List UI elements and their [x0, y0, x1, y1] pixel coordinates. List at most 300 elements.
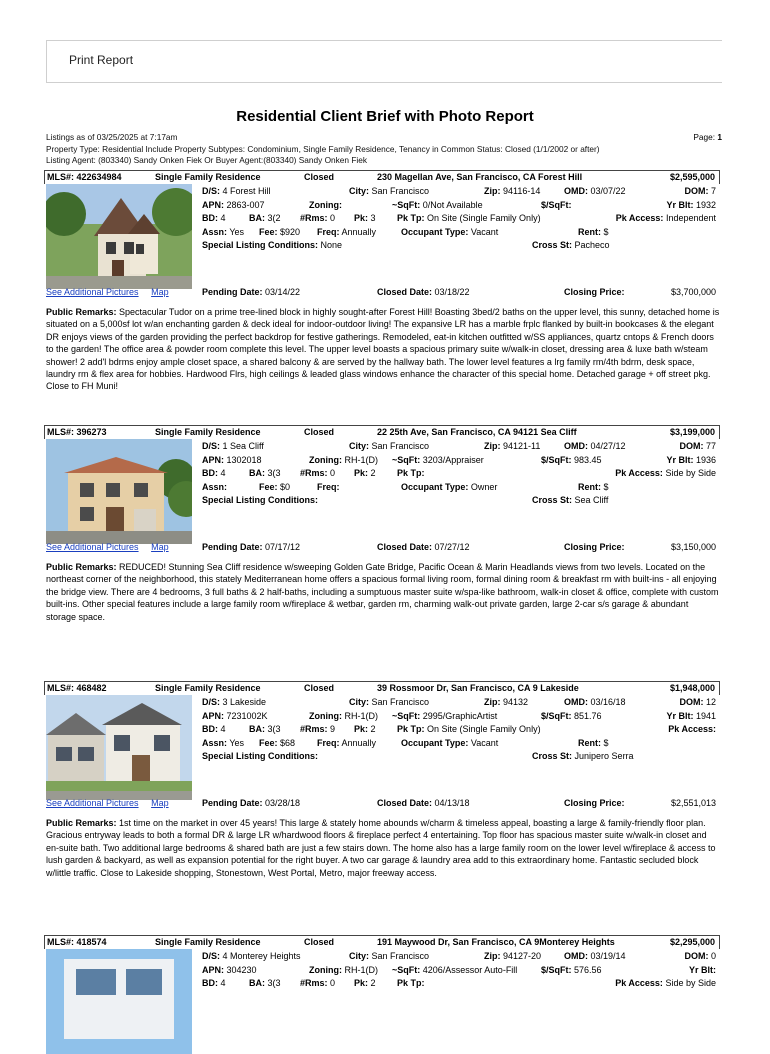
rent	[578, 482, 609, 492]
occupant-type	[401, 227, 498, 237]
report-title: Residential Client Brief with Photo Report	[236, 108, 534, 125]
fee-frequency-value: Annually	[341, 737, 377, 748]
bathrooms	[249, 978, 281, 988]
special-conditions-label: Special Listing Conditions:	[202, 240, 319, 250]
closed-date-value: 03/18/22	[434, 287, 470, 297]
parking-type-label: Pk Tp:	[397, 978, 425, 988]
cross-street-value: Sea Cliff	[574, 495, 609, 505]
listing-links	[46, 287, 169, 297]
listing-card	[44, 935, 720, 988]
zip-value: 94132	[503, 697, 529, 707]
price-per-sqft-value: 983.45	[574, 454, 602, 465]
price-per-sqft	[541, 455, 602, 465]
listing-status: Closed	[304, 172, 335, 182]
listing-photo-modern	[46, 949, 192, 1054]
pending-date-value: 03/28/18	[265, 798, 301, 808]
apn	[202, 965, 257, 975]
association-label: Assn:	[202, 481, 228, 492]
parking-label: Pk:	[354, 978, 369, 988]
year-built-value: 1936	[695, 454, 716, 465]
closed-date-value: 04/13/18	[434, 798, 470, 808]
bedrooms	[202, 978, 226, 988]
year-built-value: 1932	[695, 199, 716, 210]
sqft	[392, 200, 483, 210]
sqft	[392, 711, 497, 721]
apn-label: APN:	[202, 199, 224, 210]
zip	[484, 697, 528, 707]
apn	[202, 200, 265, 210]
see-additional-pictures-link[interactable]: See Additional Pictures	[46, 287, 139, 297]
occupant-type-value: Vacant	[470, 737, 499, 748]
listing-photo[interactable]	[46, 184, 192, 289]
fee-frequency-label: Freq:	[317, 226, 340, 237]
closing-price-label: Closing Price:	[564, 542, 625, 552]
apn	[202, 455, 262, 465]
dom	[684, 951, 716, 961]
rooms	[300, 213, 335, 223]
fee-frequency	[317, 738, 376, 748]
dom	[679, 441, 716, 451]
sqft-value: 2995/GraphicArtist	[422, 710, 498, 721]
bedrooms-label: BD:	[202, 213, 218, 223]
parking-access-label: Pk Access:	[615, 213, 664, 223]
fee-frequency-label: Freq:	[317, 481, 340, 492]
city	[349, 697, 429, 707]
fee-frequency-label: Freq:	[317, 737, 340, 748]
apn-label: APN:	[202, 710, 224, 721]
zip-label: Zip:	[484, 697, 501, 707]
closing-price	[564, 542, 625, 552]
zoning	[309, 455, 378, 465]
parking-access-label: Pk Access:	[615, 468, 663, 478]
parking	[354, 724, 376, 734]
hoa-fee-label: Fee:	[259, 226, 278, 237]
property-type: Single Family Residence	[155, 683, 261, 693]
district	[202, 951, 301, 961]
zip-value: 94127-20	[503, 951, 542, 961]
occupant-type-value: Owner	[470, 481, 498, 492]
association-value: Yes	[229, 737, 245, 748]
rooms-label: #Rms:	[300, 468, 328, 478]
district-label: D/S:	[202, 697, 220, 707]
special-conditions	[202, 495, 318, 505]
listings-as-of: Listings as of 03/25/2025 at 7:17am	[46, 132, 178, 142]
dom-value: 77	[705, 441, 716, 451]
district	[202, 697, 266, 707]
listing-status: Closed	[304, 937, 335, 947]
cross-street-value: Pacheco	[574, 240, 610, 250]
occupant-type	[401, 482, 497, 492]
cross-street-label: Cross St:	[532, 240, 573, 250]
parking-value: 3	[370, 213, 376, 223]
parking-type	[397, 724, 541, 734]
rooms	[300, 468, 335, 478]
sqft	[392, 965, 517, 975]
parking	[354, 468, 376, 478]
bathrooms-label: BA:	[249, 978, 265, 988]
parking-value: 2	[370, 978, 376, 988]
occupant-type-label: Occupant Type:	[401, 737, 469, 748]
mls-number: MLS#: 422634984	[47, 172, 122, 182]
hoa-fee-label: Fee:	[259, 737, 278, 748]
bedrooms-value: 4	[220, 724, 226, 734]
listing-photo-tudor	[46, 184, 192, 289]
year-built	[666, 455, 716, 465]
map-link[interactable]: Map	[151, 542, 169, 552]
hoa-fee-value: $68	[280, 737, 296, 748]
dom-label: DOM:	[684, 951, 709, 961]
price-per-sqft-label: $/SqFt:	[541, 710, 572, 721]
closing-price-label: Closing Price:	[564, 287, 625, 297]
bedrooms-value: 4	[220, 978, 226, 988]
zoning-value: RH-1(D)	[344, 454, 379, 465]
zip	[484, 951, 541, 961]
listing-header	[44, 935, 720, 949]
bedrooms-label: BD:	[202, 978, 218, 988]
price-per-sqft-label: $/SqFt:	[541, 199, 572, 210]
property-type: Single Family Residence	[155, 937, 261, 947]
closed-date	[377, 542, 470, 552]
rooms-value: 0	[330, 213, 336, 223]
parking-value: 2	[370, 468, 376, 478]
zip-label: Zip:	[484, 951, 501, 961]
parking-type	[397, 468, 425, 478]
district-label: D/S:	[202, 951, 220, 961]
dom	[679, 697, 716, 707]
listing-header	[44, 681, 720, 695]
price-per-sqft	[541, 711, 602, 721]
listing-card	[44, 681, 720, 878]
price-per-sqft	[541, 200, 572, 210]
listing-links	[46, 798, 169, 808]
bathrooms	[249, 468, 281, 478]
bathrooms-label: BA:	[249, 213, 265, 223]
fee-frequency	[317, 227, 376, 237]
rooms-label: #Rms:	[300, 724, 328, 734]
list-price: $2,295,000	[669, 937, 715, 947]
bedrooms	[202, 213, 226, 223]
city-label: City:	[349, 441, 369, 451]
public-remarks-label: Public Remarks:	[46, 818, 117, 828]
association-value: Yes	[229, 226, 245, 237]
occupant-type-label: Occupant Type:	[401, 226, 469, 237]
association	[202, 738, 244, 748]
zoning	[309, 965, 378, 975]
omd	[564, 186, 626, 196]
closed-date	[377, 287, 470, 297]
listing-card	[44, 425, 720, 622]
bedrooms-value: 4	[220, 213, 226, 223]
rent-label: Rent:	[578, 226, 601, 237]
omd-label: OMD:	[564, 441, 588, 451]
public-remarks	[46, 817, 720, 879]
listing-photo[interactable]	[46, 695, 192, 800]
listing-status: Closed	[304, 683, 335, 693]
district-value: 3 Lakeside	[222, 697, 267, 707]
zip	[484, 186, 540, 196]
year-built	[689, 965, 716, 975]
parking-access-value: Side by Side	[665, 468, 716, 478]
city-value: San Francisco	[371, 697, 430, 707]
dom-value: 0	[710, 951, 716, 961]
rooms-label: #Rms:	[300, 213, 328, 223]
public-remarks	[46, 561, 720, 623]
sqft-value: 3203/Appraiser	[422, 454, 484, 465]
rooms	[300, 978, 335, 988]
bedrooms-label: BD:	[202, 724, 218, 734]
closing-price	[564, 798, 625, 808]
bathrooms-value: 3(3	[267, 468, 281, 478]
sqft-value: 0/Not Available	[422, 199, 483, 210]
sqft-label: ~SqFt:	[392, 454, 421, 465]
omd-value: 03/16/18	[590, 697, 626, 707]
bathrooms-value: 3(2	[267, 213, 281, 223]
apn-label: APN:	[202, 964, 224, 975]
pending-date-label: Pending Date:	[202, 542, 263, 552]
pending-date-label: Pending Date:	[202, 287, 263, 297]
omd-value: 03/07/22	[590, 186, 626, 196]
listing-header	[44, 170, 720, 184]
sqft-label: ~SqFt:	[392, 964, 421, 975]
parking-label: Pk:	[354, 724, 369, 734]
bathrooms-label: BA:	[249, 724, 265, 734]
cross-street	[532, 751, 634, 761]
hoa-fee	[259, 738, 295, 748]
price-per-sqft-label: $/SqFt:	[541, 454, 572, 465]
city	[349, 441, 429, 451]
listing-links	[46, 542, 169, 552]
listing-address: 230 Magellan Ave, San Francisco, CA Forest Hill	[377, 172, 583, 182]
see-additional-pictures-link[interactable]: See Additional Pictures	[46, 542, 139, 552]
closed-date-label: Closed Date:	[377, 542, 433, 552]
city	[349, 186, 429, 196]
rent-value: $	[603, 737, 609, 748]
closed-date-label: Closed Date:	[377, 798, 433, 808]
closing-price-value: $3,700,000	[670, 287, 716, 297]
zip-value: 94121-11	[503, 441, 541, 451]
pending-date-value: 07/17/12	[265, 542, 301, 552]
criteria-line-2: Listing Agent: (803340) Sandy Onken Fiek Or Buyer Agent:(803340) Sandy Onken Fiek	[46, 155, 368, 165]
zip-label: Zip:	[484, 186, 501, 196]
occupant-type-value: Vacant	[470, 226, 499, 237]
listing-photo-lakeside	[46, 695, 192, 800]
district-value: 4 Monterey Heights	[222, 951, 301, 961]
city-value: San Francisco	[371, 441, 430, 451]
rooms-label: #Rms:	[300, 978, 328, 988]
district-value: 4 Forest Hill	[222, 186, 271, 196]
city	[349, 951, 429, 961]
public-remarks-text: 1st time on the market in over 45 years! This large & stately home abounds w/charm & timeless appeal, boasting a large & family-friendly floor plan. Gracious entryway leads to both a formal DR & large LR w/hardwood floors & fireplace perfect 4 entertaining. Top floor has spacious master suite w/walk-in closet and en-suite bath. Two additional large bedrooms & shared bath are just a few stairs down. The home also has a large family room on the lower level w/fireplace & access to lush garden & backyard, as well as expansion potential for the right buyer. A two car garage & laundry area add to this extraordinary home. Fantastic secluded block w/little traffic. Close to Lakeside shopping, Stonestown, West Portal, Metro, major freeway access.	[46, 818, 716, 878]
listing-photo-mediterranean	[46, 439, 192, 544]
bathrooms	[249, 213, 281, 223]
pending-date	[202, 798, 300, 808]
price-per-sqft-value: 851.76	[574, 710, 602, 721]
parking-access-value: Independent	[665, 213, 716, 223]
bathrooms-label: BA:	[249, 468, 265, 478]
listing-card	[44, 170, 720, 392]
sqft-value: 4206/Assessor Auto-Fill	[422, 964, 518, 975]
zoning-label: Zoning:	[309, 454, 342, 465]
zoning	[309, 200, 342, 210]
sqft-label: ~SqFt:	[392, 199, 421, 210]
dom-label: DOM:	[679, 441, 704, 451]
hoa-fee-value: $0	[280, 481, 291, 492]
bedrooms-label: BD:	[202, 468, 218, 478]
parking-access-label: Pk Access:	[615, 978, 663, 988]
listing-status: Closed	[304, 427, 335, 437]
parking	[354, 978, 376, 988]
closed-date-label: Closed Date:	[377, 287, 433, 297]
pending-date-value: 03/14/22	[265, 287, 301, 297]
year-built-value: 1941	[695, 710, 716, 721]
list-price: $1,948,000	[669, 683, 715, 693]
criteria-line-1: Property Type: Residential Include Property Subtypes: Condominium, Single Family Residence, Tenancy in Common Status: Closed (1/1/2002 or after)	[46, 144, 600, 154]
dom-value: 7	[710, 186, 716, 196]
zip-label: Zip:	[484, 441, 501, 451]
closed-date-value: 07/27/12	[434, 542, 470, 552]
sqft	[392, 455, 484, 465]
zoning-value: RH-1(D)	[344, 964, 379, 975]
hoa-fee-value: $920	[280, 226, 301, 237]
cross-street	[532, 240, 610, 250]
closing-price-label: Closing Price:	[564, 798, 625, 808]
omd-value: 03/19/14	[590, 951, 626, 961]
omd-label: OMD:	[564, 186, 588, 196]
print-report-bar	[46, 40, 722, 83]
omd	[564, 951, 626, 961]
price-per-sqft-value: 576.56	[574, 964, 602, 975]
public-remarks-text: REDUCED! Stunning Sea Cliff residence w/sweeping Golden Gate Bridge, Pacific Ocean & Marin Headlands views from two levels. Located on the northeast corner of the neighborhood, this stately Mediterranean home offers a spacious formal living room, formal dining room & breakfast rm with built-ins - all enjoying the bridge view. There are 4 bedrooms, 3 full baths & 2 half-baths, including a sumptuous master suite w/spa-like bathroom, walk-in closet & office, complete with custom built-ins. Other special features include a large family room w/fireplace & wetbar, garden rm, charming walk-out private garden, large 2-car s/s garage & abundant storage space.	[46, 562, 719, 622]
property-type: Single Family Residence	[155, 172, 261, 182]
rent-value: $	[603, 226, 609, 237]
parking-type-label: Pk Tp:	[397, 468, 425, 478]
city-value: San Francisco	[371, 951, 430, 961]
public-remarks-text: Spectacular Tudor on a prime tree-lined block in highly sought-after Forest Hill! Boasting 3bed/2 baths on the upper level, this sunny, detached home is situated on a 5,000sf lot w/an enchanting garden & deck ideal for indoor-outdoor living! The expansive LR has a marble frplc flanked by built-in bookcases & the elegant DR enjoys views of the garden providing the perfect backdrop for festive gatherings. Remodeled, eat-in kitchen outfitted w/SS appliances, quartz cntops & French doors to the garden! The office area & powder room complete this level. The upper level boasts a spacious primary suite w/walk-in closet, dressing area & luxe bath w/steam shower! 2 add'l bdrms enjoy ample closet space, a shared balcony & are served by the hallway bath. The lower level features a lrg family rm/4th bdrm, desk space, laundry rm & flex area for hobbies. Hardwood Flrs, high ceilings & leaded glass windows enhance the character of this special home. Detached garage + off street pkg. Close to FH Muni!	[46, 307, 720, 392]
closing-price	[564, 287, 625, 297]
rooms	[300, 724, 335, 734]
parking-access-label: Pk Access:	[668, 724, 716, 734]
mls-number: MLS#: 396273	[47, 427, 107, 437]
public-remarks	[46, 306, 720, 393]
omd	[564, 697, 626, 707]
district	[202, 441, 264, 451]
rent-label: Rent:	[578, 481, 601, 492]
hoa-fee-label: Fee:	[259, 481, 278, 492]
omd-value: 04/27/12	[590, 441, 626, 451]
page-indicator	[693, 132, 722, 142]
rent-label: Rent:	[578, 737, 601, 748]
listing-photo[interactable]	[46, 949, 192, 1054]
closing-price-value: $3,150,000	[670, 542, 716, 552]
dom	[684, 186, 716, 196]
pending-date-label: Pending Date:	[202, 798, 263, 808]
map-link[interactable]: Map	[151, 798, 169, 808]
apn-value: 1302018	[226, 454, 262, 465]
special-conditions-label: Special Listing Conditions:	[202, 495, 319, 505]
cross-street-value: Junipero Serra	[574, 751, 634, 761]
rooms-value: 0	[330, 978, 336, 988]
occupant-type	[401, 738, 498, 748]
association	[202, 227, 244, 237]
zoning-value: RH-1(D)	[344, 710, 379, 721]
bedrooms	[202, 468, 226, 478]
rent-value: $	[603, 481, 609, 492]
dom-value: 12	[705, 697, 716, 707]
dom-label: DOM:	[679, 697, 704, 707]
apn	[202, 711, 268, 721]
city-label: City:	[349, 951, 369, 961]
bathrooms-value: 3(3	[267, 724, 281, 734]
listing-header	[44, 425, 720, 439]
omd-label: OMD:	[564, 951, 588, 961]
apn-value: 304230	[226, 964, 257, 975]
zoning-label: Zoning:	[309, 964, 342, 975]
year-built-label: Yr Blt:	[689, 964, 716, 975]
bedrooms	[202, 724, 226, 734]
special-conditions-label: Special Listing Conditions:	[202, 751, 319, 761]
print-report-label[interactable]: Print Report	[69, 53, 134, 67]
city-value: San Francisco	[371, 186, 430, 196]
parking-label: Pk:	[354, 213, 369, 223]
zoning-label: Zoning:	[309, 199, 342, 210]
mls-number: MLS#: 418574	[47, 937, 107, 947]
apn-value: 7231002K	[226, 710, 268, 721]
listing-photo[interactable]	[46, 439, 192, 544]
parking-type	[397, 213, 541, 223]
rooms-value: 0	[330, 468, 336, 478]
year-built-label: Yr Blt:	[666, 454, 694, 465]
see-additional-pictures-link[interactable]: See Additional Pictures	[46, 798, 139, 808]
parking	[354, 213, 376, 223]
bedrooms-value: 4	[220, 468, 226, 478]
closed-date	[377, 798, 470, 808]
rent	[578, 227, 609, 237]
mls-number: MLS#: 468482	[47, 683, 107, 693]
apn-value: 2863-007	[226, 199, 265, 210]
cross-street	[532, 495, 608, 505]
occupant-type-label: Occupant Type:	[401, 481, 469, 492]
apn-label: APN:	[202, 454, 224, 465]
map-link[interactable]: Map	[151, 287, 169, 297]
special-conditions-value: None	[320, 240, 343, 250]
cross-street-label: Cross St:	[532, 495, 573, 505]
district-value: 1 Sea Cliff	[222, 441, 264, 451]
hoa-fee	[259, 227, 300, 237]
special-conditions	[202, 240, 342, 250]
listing-address: 39 Rossmoor Dr, San Francisco, CA 9 Lakeside	[377, 683, 579, 693]
district-label: D/S:	[202, 186, 220, 196]
fee-frequency	[317, 482, 340, 492]
association-label: Assn:	[202, 737, 228, 748]
property-type: Single Family Residence	[155, 427, 261, 437]
parking-access	[668, 724, 716, 734]
parking-access	[615, 978, 716, 988]
public-remarks-label: Public Remarks:	[46, 562, 117, 572]
fee-frequency-value: Annually	[341, 226, 377, 237]
parking-access	[615, 468, 716, 478]
sqft-label: ~SqFt:	[392, 710, 421, 721]
public-remarks-label: Public Remarks:	[46, 307, 117, 317]
dom-label: DOM:	[684, 186, 709, 196]
parking-type-label: Pk Tp:	[397, 724, 425, 734]
closing-price-value: $2,551,013	[670, 798, 716, 808]
omd	[564, 441, 626, 451]
page-label: Page:	[693, 132, 716, 142]
district-label: D/S:	[202, 441, 220, 451]
zoning	[309, 711, 378, 721]
city-label: City:	[349, 186, 369, 196]
hoa-fee	[259, 482, 290, 492]
